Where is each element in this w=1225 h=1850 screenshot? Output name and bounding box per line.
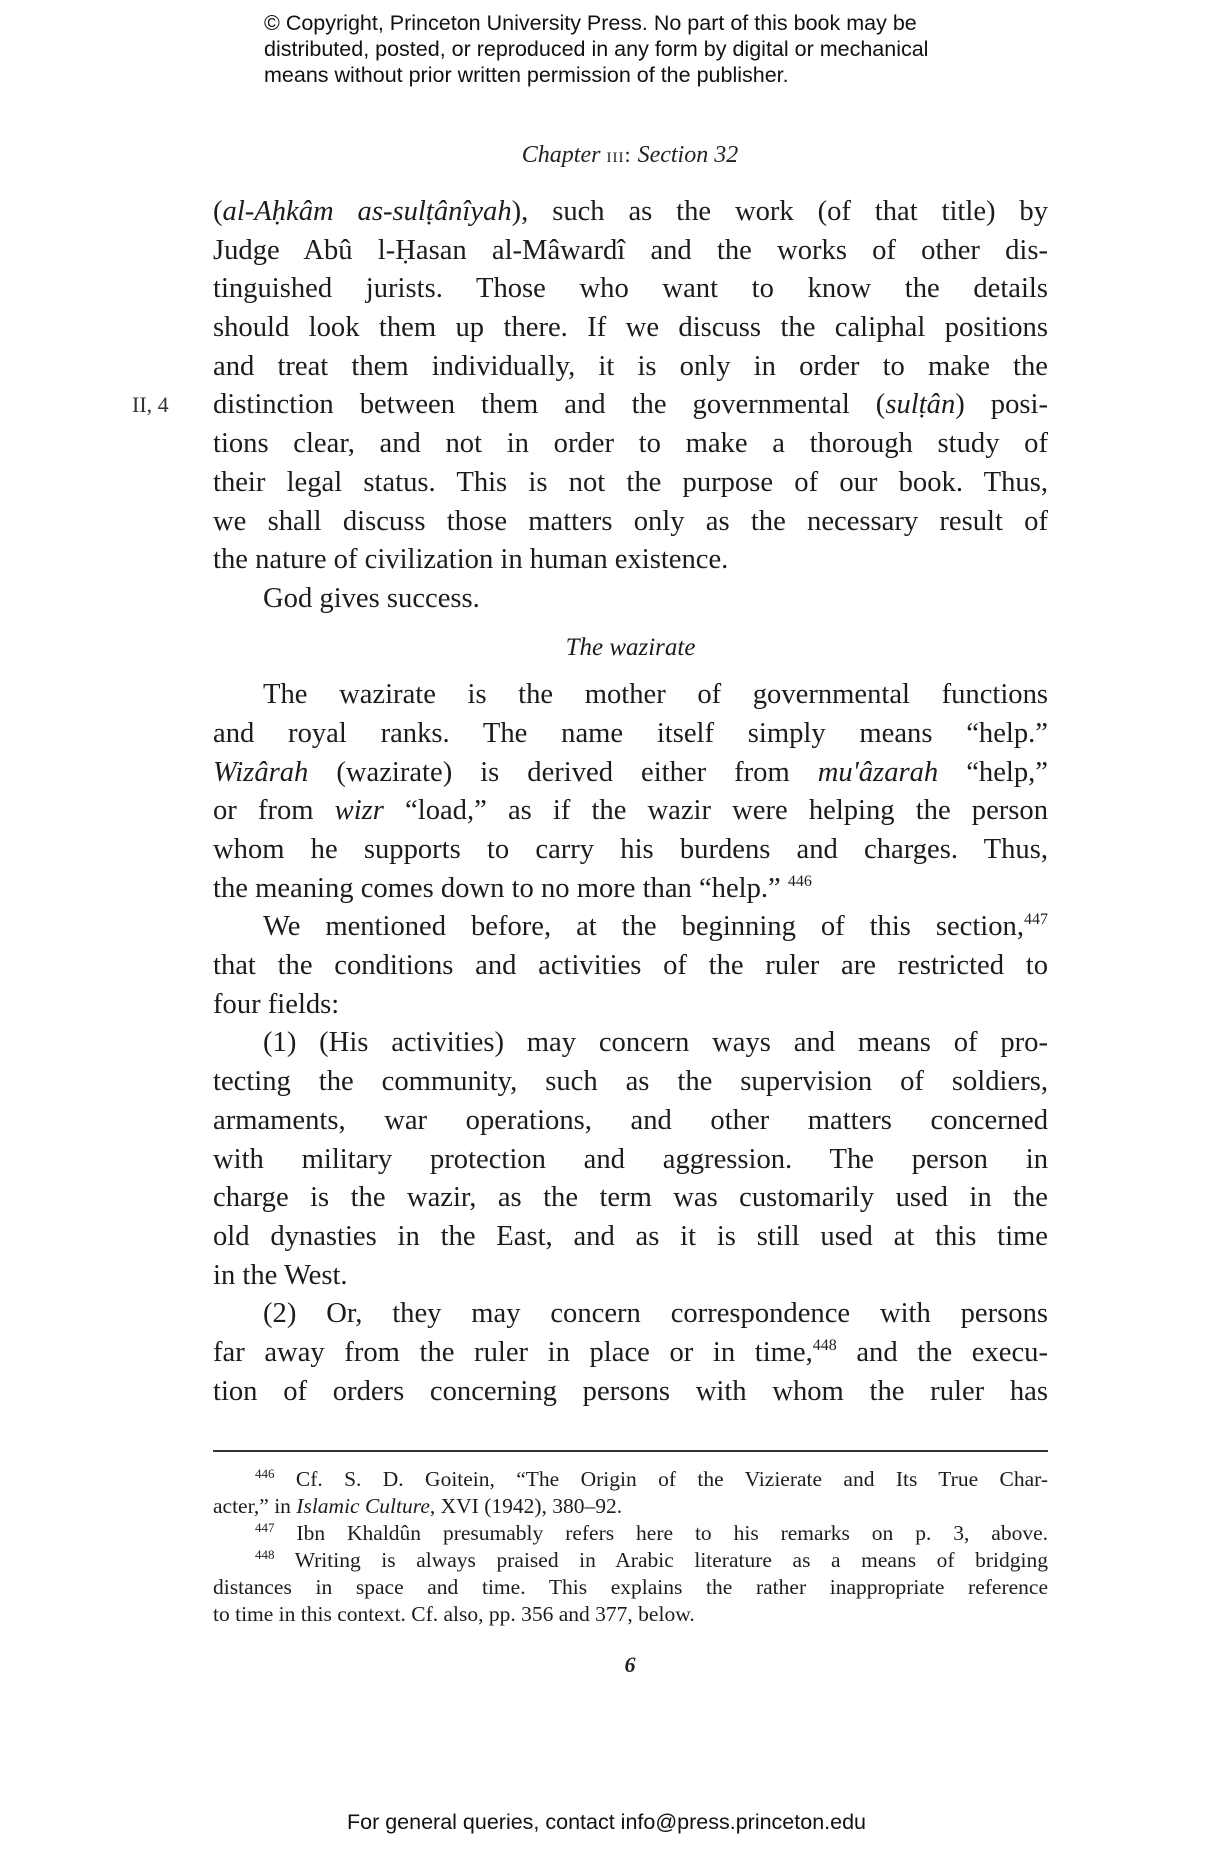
text-line: we shall discuss those matters only as the necessary result of [213, 505, 1048, 537]
copyright-notice [264, 10, 1024, 88]
text-line: tion of orders concerning persons with whom the ruler has [213, 1375, 1048, 1407]
text-line: The wazirate is the mother of governmental functions [263, 679, 1048, 711]
footer-contact: For general queries, contact info@press.princeton.edu [347, 1810, 867, 1834]
italic-term: al-Aḥkâm as-sulṭânîyah [222, 196, 512, 227]
footnote-448-cont: to time in this context. Cf. also, pp. 356 and 377, below. [213, 1602, 695, 1626]
text-line: with military protection and aggression. The person in [213, 1143, 1048, 1175]
text-line: in the West. [213, 1259, 348, 1291]
margin-reference: II, 4 [132, 392, 169, 417]
italic-term: Wizârah [213, 756, 309, 788]
footnote-number: 448 [255, 1547, 275, 1562]
section-subheading: The wazirate [565, 633, 696, 661]
text-line: distinction between them and the governmental (sulṭân) posi- [213, 389, 1048, 421]
footnote-448: $^{448}$ Writing is always praised in Arabic literature as a means of bridging [255, 1547, 1048, 1572]
footnote-ref-448[interactable]: 448 [812, 1336, 837, 1354]
text-line: or from wizr “load,” as if the wazir were helping the person [213, 795, 1049, 827]
chapter-numeral: iii: [606, 142, 632, 167]
text-line: the meaning comes down to no more than “help.” $^{446}$ [213, 872, 812, 904]
copyright-line: distributed, posted, or reproduced in any form by digital or mechanical [264, 37, 929, 61]
copyright-line: means without prior written permission of the publisher. [264, 63, 789, 87]
text-line: Judge Abû l-Ḥasan al-Mâwardî and the works of other dis- [213, 234, 1048, 266]
text-line: tinguished jurists. Those who want to know the details [213, 273, 1048, 305]
text-line: tions clear, and not in order to make a thorough study of [213, 428, 1048, 460]
italic-title: Islamic Culture [296, 1494, 430, 1518]
footnote-number: 447 [255, 1520, 275, 1535]
footnote-448-cont: distances in space and time. This explains the rather inappropriate reference [213, 1575, 1048, 1599]
text-line: (al-Aḥkâm as-sulṭânîyah), such as the work (of that title) by [213, 196, 1048, 227]
text-line: God gives success. [263, 582, 480, 614]
italic-term: sulṭân [885, 389, 956, 421]
copyright-line: © Copyright, Princeton University Press. No part of this book may be [264, 11, 917, 35]
text-line: four fields: [213, 988, 340, 1020]
body-text [213, 193, 1048, 1411]
section-label: Section 32 [637, 142, 739, 168]
footnote-divider [213, 1450, 1048, 1452]
text-line: old dynasties in the East, and as it is still used at this time [213, 1220, 1048, 1252]
chapter-label: Chapter [521, 142, 601, 168]
text-line: Wizârah (wazirate) is derived either from mu'âzarah “help,” [213, 756, 1048, 788]
text-line: tecting the community, such as the supervision of soldiers, [213, 1066, 1048, 1098]
text-line: should look them up there. If we discuss the caliphal positions [213, 312, 1048, 344]
text-line: (1) (His activities) may concern ways and means of pro- [263, 1027, 1048, 1059]
text-line: and royal ranks. The name itself simply means “help.” [213, 717, 1048, 749]
text-line: We mentioned before, at the beginning of this section,$^{447}$ [263, 911, 1048, 943]
running-head [0, 142, 1225, 169]
italic-term: wizr [334, 795, 384, 827]
text-line: charge is the wazir, as the term was customarily used in the [213, 1182, 1048, 1214]
footnote-446: $^{446}$ Cf. S. D. Goitein, “The Origin of the Vizierate and Its True Char- [255, 1466, 1048, 1491]
footnotes [213, 1466, 1048, 1628]
italic-term: mu'âzarah [817, 756, 939, 788]
footnote-446-cont: acter,” in Islamic Culture, XVI (1942), 380–92. [213, 1494, 623, 1518]
text-line: and treat them individually, it is only in order to make the [213, 350, 1048, 382]
footnote-number: 446 [255, 1466, 275, 1481]
text-line: far away from the ruler in place or in time,$^{448}$ and the execu- [213, 1336, 1048, 1368]
page-number: 6 [624, 1652, 636, 1677]
text-line: whom he supports to carry his burdens and charges. Thus, [213, 834, 1048, 865]
text-line: their legal status. This is not the purpose of our book. Thus, [213, 466, 1048, 498]
footnote-447: $^{447}$ Ibn Khaldûn presumably refers here to his remarks on p. 3, above. [255, 1520, 1048, 1545]
text-line: the nature of civilization in human existence. [213, 544, 729, 576]
footnote-ref-446[interactable]: 446 [787, 872, 812, 890]
footnote-ref-447[interactable]: 447 [1024, 911, 1048, 929]
text-line: that the conditions and activities of the ruler are restricted to [213, 950, 1048, 982]
text-line: (2) Or, they may concern correspondence with persons [263, 1298, 1048, 1330]
text-line: armaments, war operations, and other matters concerned [213, 1104, 1048, 1136]
